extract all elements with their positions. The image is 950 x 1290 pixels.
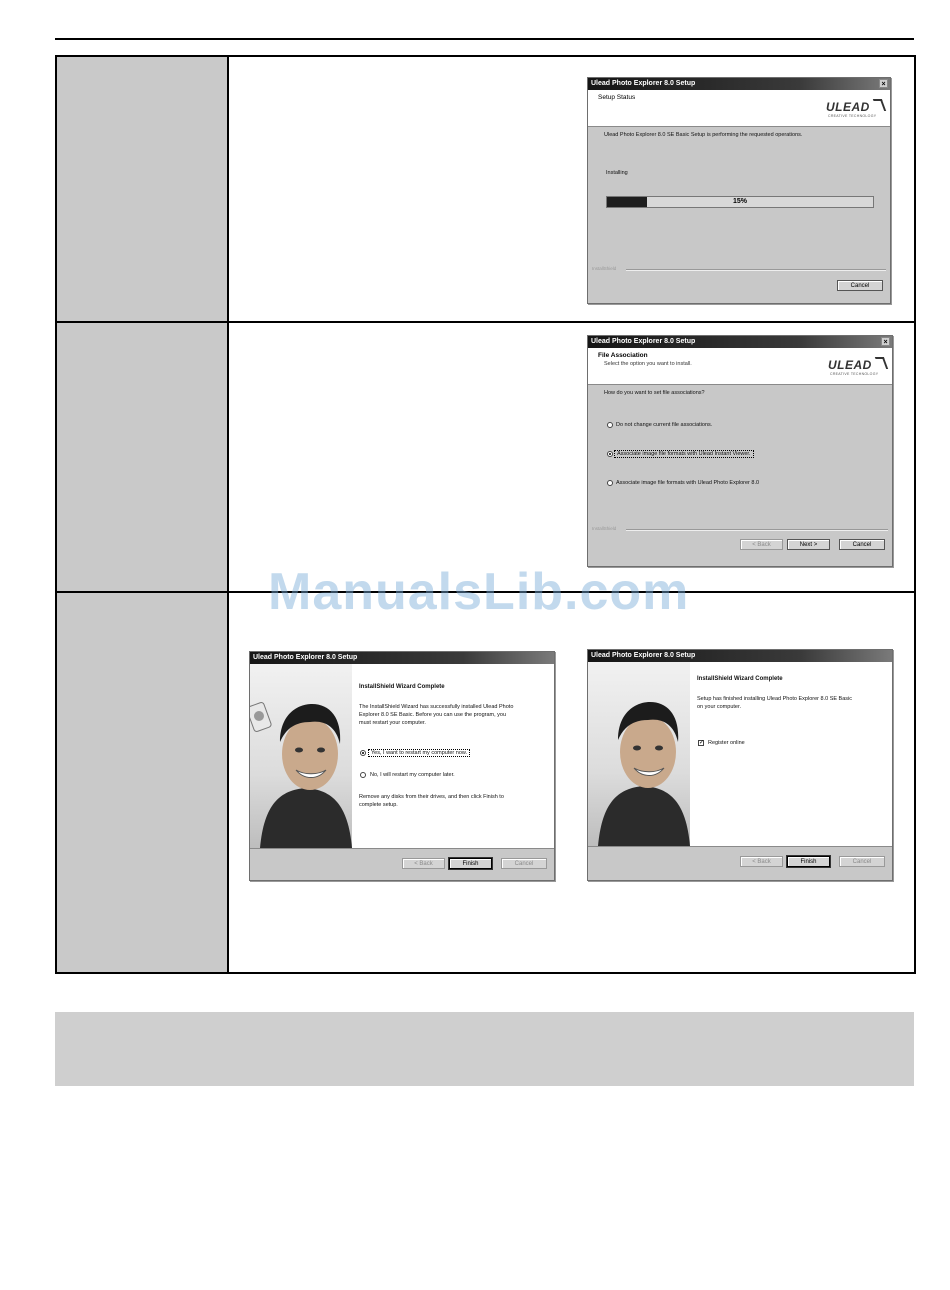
radio-restart-later[interactable] bbox=[360, 772, 366, 778]
title-bar bbox=[588, 336, 892, 348]
setup-status-dialog bbox=[587, 77, 891, 304]
radio-no-change[interactable] bbox=[607, 422, 613, 428]
divider bbox=[626, 529, 888, 531]
option-label: Associate image file formats with Ulead Photo Explorer 8.0 bbox=[616, 480, 760, 486]
restart-later-label: No, I will restart my computer later. bbox=[370, 772, 455, 778]
header-title: File Association bbox=[598, 352, 648, 359]
steps-table bbox=[55, 55, 916, 974]
step-label-cell bbox=[57, 593, 229, 972]
window-title: Ulead Photo Explorer 8.0 Setup bbox=[591, 652, 696, 659]
association-question: How do you want to set file associations? bbox=[604, 390, 705, 396]
cancel-button[interactable]: Cancel bbox=[839, 539, 885, 550]
file-association-dialog bbox=[587, 335, 893, 567]
wizard-content-panel bbox=[690, 662, 892, 846]
wizard-body-line: Explorer 8.0 SE Basic. Before you can use the program, you bbox=[359, 712, 507, 718]
next-button[interactable]: Next > bbox=[787, 539, 830, 550]
wizard-heading: InstallShield Wizard Complete bbox=[697, 676, 783, 682]
radio-restart-now[interactable] bbox=[360, 750, 366, 756]
logo-arrow-icon bbox=[875, 357, 888, 369]
cancel-button[interactable]: Cancel bbox=[837, 280, 883, 291]
manualslib-watermark: ManualsLib.com bbox=[268, 563, 690, 621]
step-label-cell bbox=[57, 323, 229, 591]
step-label-cell bbox=[57, 57, 229, 321]
header-title: Setup Status bbox=[598, 94, 636, 101]
cancel-button[interactable]: Cancel bbox=[839, 856, 885, 867]
man-photo-left bbox=[250, 664, 352, 848]
dialog-header bbox=[588, 90, 890, 127]
wizard-restart-dialog bbox=[249, 651, 555, 881]
close-icon[interactable]: × bbox=[881, 337, 890, 346]
step-row-installing bbox=[57, 57, 914, 323]
window-title: Ulead Photo Explorer 8.0 Setup bbox=[253, 654, 358, 661]
back-button[interactable]: < Back bbox=[402, 858, 445, 869]
restart-now-label: Yes, I want to restart my computer now. bbox=[368, 749, 470, 757]
wizard-body-line: The InstallShield Wizard has successfully installed Ulead Photo bbox=[359, 704, 514, 710]
wizard-content-panel bbox=[352, 664, 554, 848]
window-title: Ulead Photo Explorer 8.0 Setup bbox=[591, 80, 696, 87]
step-row-complete bbox=[57, 593, 914, 972]
man-portrait-illustration bbox=[588, 662, 690, 846]
wizard-button-bar bbox=[250, 848, 554, 880]
logo-tagline: CREATIVE TECHNOLOGY bbox=[828, 114, 877, 118]
status-label: Installing bbox=[606, 170, 628, 176]
logo-wordmark: ULEAD bbox=[826, 100, 870, 114]
install-progress-bar bbox=[606, 196, 874, 208]
wizard-heading: InstallShield Wizard Complete bbox=[359, 684, 445, 690]
radio-photo-explorer[interactable] bbox=[607, 480, 613, 486]
close-icon[interactable]: × bbox=[879, 79, 888, 88]
dialog-header bbox=[588, 348, 892, 385]
wizard-body-line: must restart your computer. bbox=[359, 720, 426, 726]
wizard-register-dialog bbox=[587, 649, 893, 881]
ulead-logo bbox=[828, 356, 886, 378]
man-photo-right bbox=[588, 662, 690, 846]
installshield-label: InstallShield bbox=[592, 266, 617, 271]
logo-arrow-icon bbox=[873, 99, 886, 111]
register-online-label: Register online bbox=[708, 740, 745, 746]
divider bbox=[626, 269, 886, 271]
register-online-checkbox[interactable]: ✓ bbox=[699, 740, 705, 746]
finish-button[interactable]: Finish bbox=[449, 858, 492, 869]
back-button[interactable]: < Back bbox=[740, 539, 783, 550]
top-rule bbox=[55, 38, 914, 40]
progress-text: 15% bbox=[732, 198, 747, 205]
status-message: Ulead Photo Explorer 8.0 SE Basic Setup is performing the requested operations. bbox=[604, 132, 803, 138]
installshield-label: InstallShield bbox=[592, 526, 617, 531]
title-bar bbox=[250, 652, 554, 664]
window-title: Ulead Photo Explorer 8.0 Setup bbox=[591, 338, 696, 345]
cancel-button[interactable]: Cancel bbox=[501, 858, 547, 869]
remove-disks-line: Remove any disks from their drives, and then click Finish to bbox=[359, 794, 504, 800]
ulead-logo bbox=[826, 98, 884, 120]
option-label: Associate image file formats with Ulead Instant Viewer. bbox=[614, 450, 754, 458]
header-subtitle: Select the option you want to install. bbox=[604, 361, 692, 367]
title-bar bbox=[588, 78, 890, 90]
wizard-button-bar bbox=[588, 846, 892, 880]
finish-button[interactable]: Finish bbox=[787, 856, 830, 867]
wizard-body-line: Setup has finished installing Ulead Photo Explorer 8.0 SE Basic bbox=[697, 696, 853, 702]
man-portrait-illustration bbox=[250, 664, 352, 848]
title-bar bbox=[588, 650, 892, 662]
radio-instant-viewer[interactable] bbox=[607, 451, 613, 457]
logo-wordmark: ULEAD bbox=[828, 358, 872, 372]
back-button[interactable]: < Back bbox=[740, 856, 783, 867]
wizard-body-line: on your computer. bbox=[697, 704, 742, 710]
option-label: Do not change current file associations. bbox=[616, 422, 713, 428]
step-row-file-association bbox=[57, 323, 914, 593]
remove-disks-line: complete setup. bbox=[359, 802, 398, 808]
logo-tagline: CREATIVE TECHNOLOGY bbox=[830, 372, 879, 376]
note-band bbox=[55, 1012, 914, 1086]
